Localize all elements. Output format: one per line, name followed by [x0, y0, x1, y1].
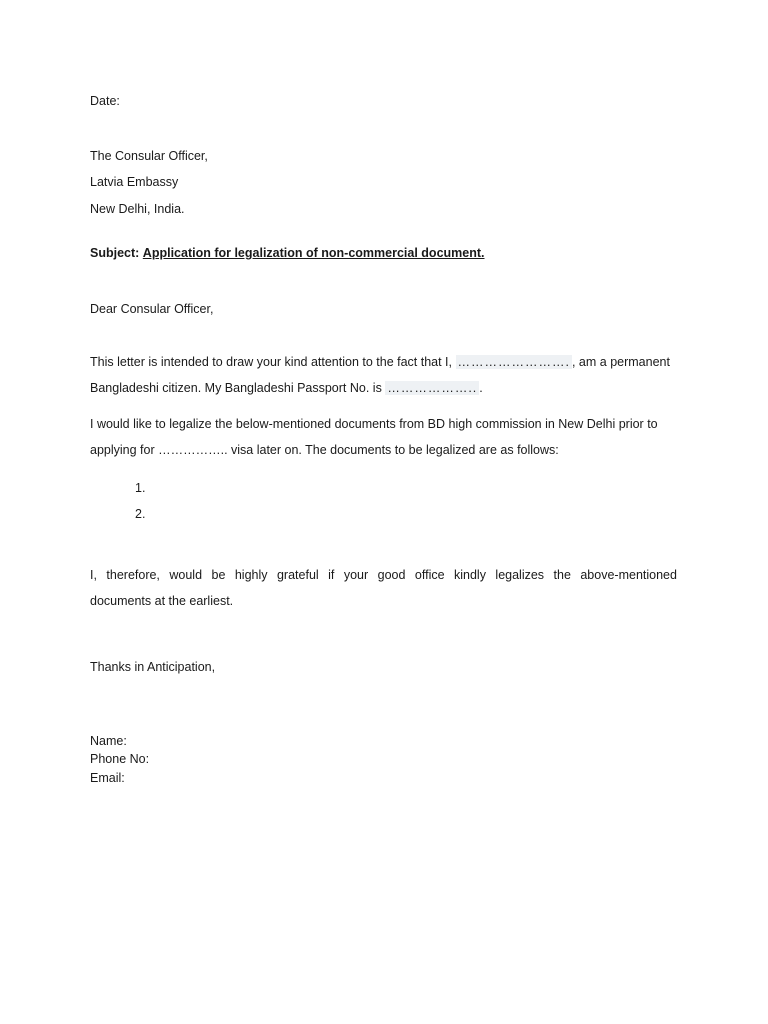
- para1-line-2: [90, 381, 483, 395]
- recipient-line-3: New Delhi, India.: [90, 202, 185, 216]
- recipient-line-2: Latvia Embassy: [90, 175, 179, 189]
- list-item-1: 1.: [135, 481, 146, 495]
- para3-word: therefore,: [106, 568, 160, 582]
- para3-word: would: [169, 568, 203, 582]
- subject-line: [90, 246, 485, 260]
- passport-blank: ………………..: [387, 381, 478, 395]
- para3-justified-row: [90, 568, 677, 582]
- para3-word: your: [343, 568, 369, 582]
- phone-label: Phone No:: [90, 752, 150, 766]
- para1-text-4: .: [479, 381, 483, 395]
- name-blank: …………………….: [457, 355, 570, 369]
- para3-word: if: [328, 568, 335, 582]
- name-label: Name:: [90, 734, 127, 748]
- para1-text-2: , am a permanent: [571, 355, 670, 369]
- para3-word: good: [377, 568, 406, 582]
- para1-text-3: Bangladeshi citizen. My Bangladeshi Passport No. is: [90, 381, 382, 395]
- para3-word: the: [553, 568, 571, 582]
- para3-word: kindly: [454, 568, 486, 582]
- email-label: Email:: [90, 771, 125, 785]
- para3-word: legalizes: [495, 568, 545, 582]
- para3-word: highly: [234, 568, 268, 582]
- para2-line-1: I would like to legalize the below-mentioned documents from BD high commission in New Delhi prior to: [90, 417, 658, 431]
- recipient-line-1: The Consular Officer,: [90, 149, 208, 163]
- subject-label: Subject:: [90, 246, 140, 260]
- para1-text-1: This letter is intended to draw your kind attention to the fact that I,: [90, 355, 453, 369]
- para2-line-2: applying for …………….. visa later on. The documents to be legalized are as follows:: [90, 443, 559, 457]
- closing: Thanks in Anticipation,: [90, 660, 216, 674]
- salutation: Dear Consular Officer,: [90, 302, 214, 316]
- para1-line-1: [90, 355, 670, 369]
- para3-word: office: [414, 568, 445, 582]
- subject-text: Application for legalization of non-commercial document.: [142, 246, 485, 260]
- para3-word: grateful: [276, 568, 319, 582]
- para3-word: above-mentioned: [580, 568, 677, 582]
- para3-word: be: [211, 568, 226, 582]
- date-label: Date:: [90, 94, 120, 108]
- para3-line-2: documents at the earliest.: [90, 594, 234, 608]
- list-item-2: 2.: [135, 507, 146, 521]
- para3-word: I,: [90, 568, 97, 582]
- para3-line-1: [90, 568, 677, 582]
